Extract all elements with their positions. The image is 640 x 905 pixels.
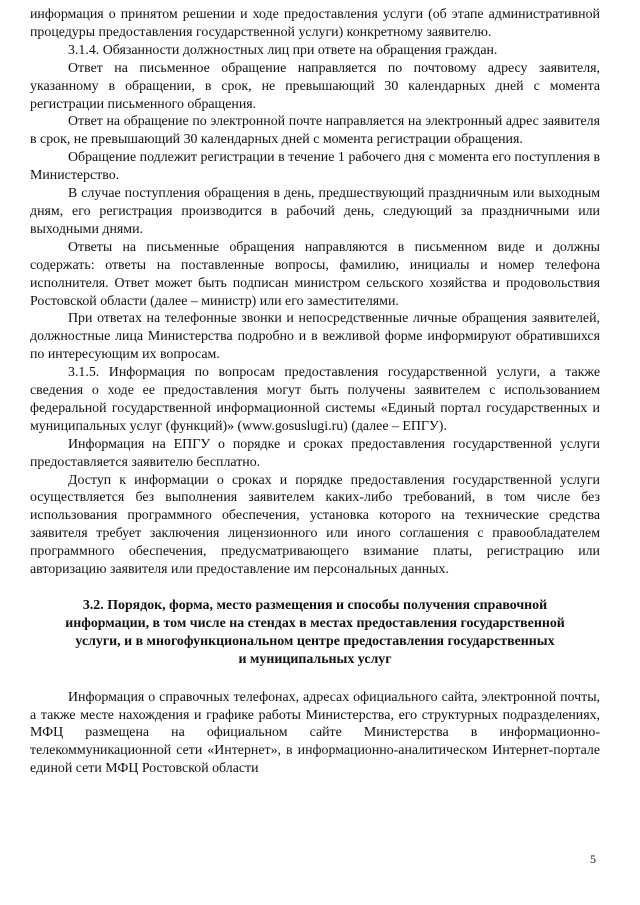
section-heading-line: информации, в том числе на стендах в местах предоставления государственной (65, 615, 565, 631)
section-heading-line: услуги, и в многофункциональном центре предоставления государственных (75, 633, 555, 649)
paragraph: Информация на ЕПГУ о порядке и сроках предоставления государственной услуги предоставляется заявителю бесплатно. (30, 436, 600, 470)
section-heading (30, 597, 600, 669)
paragraph: При ответах на телефонные звонки и непосредственные личные обращения заявителей, должностные лица Министерства подробно и в вежливой форме информируют обратившихся по интересующим их вопросам. (30, 311, 600, 363)
paragraph: Ответы на письменные обращения направляются в письменном виде и должны содержать: ответы на поставленные вопросы, фамилию, инициалы и номер телефона исполнителя. Ответ может быть подписан министром сельского хозяйства и продовольствия Ростовской области (далее – министр) или его заместителями. (30, 239, 600, 309)
paragraphs-bottom (30, 689, 600, 779)
page-number: 5 (590, 852, 596, 866)
paragraph: Ответ на обращение по электронной почте направляется на электронный адрес заявителя в срок, не превышающий 30 календарных дней с момента регистрации обращения. (30, 114, 600, 148)
section-heading-line: и муниципальных услуг (238, 651, 392, 667)
paragraph: Доступ к информации о сроках и порядке предоставления государственной услуги осуществляется без выполнения заявителем каких-либо требований, в том числе без использования программного обеспечения, установка которого на технические средства заявителя требует заключения лицензионного или иного соглашения с правообладателем программного обеспечения, предусматривающего взимание платы, регистрацию или авторизацию заявителя или предоставление им персональных данных. (30, 472, 600, 578)
paragraph: 3.1.4. Обязанности должностных лиц при ответе на обращения граждан. (68, 42, 498, 58)
paragraph: Информация о справочных телефонах, адресах официального сайта, электронной почты, а также месте нахождения и графике работы Министерства, его структурных подразделениях, МФЦ размещена на официальном сайте Министерства в информационно-телекоммуникационной сети «Интернет», в информационно-аналитическом Интернет-портале единой сети МФЦ Ростовской области (30, 689, 600, 777)
paragraph: Обращение подлежит регистрации в течение 1 рабочего дня с момента его поступления в Министерство. (30, 150, 600, 184)
paragraph: 3.1.5. Информация по вопросам предоставления государственной услуги, а также сведения о ходе ее предоставления могут быть получены заявителем с использованием федеральной государственной информационной системы «Единый портал государственных и муниципальных услуг (функций)» (www.gosuslugi.ru) (далее – ЕПГУ). (30, 365, 600, 434)
paragraph: Ответ на письменное обращение направляется по почтовому адресу заявителя, указанному в обращении, в срок, не превышающий 30 календарных дней с момента регистрации письменного обращения. (30, 60, 600, 112)
paragraph: В случае поступления обращения в день, предшествующий праздничным или выходным дням, его регистрация производится в рабочий день, следующий за праздничными или выходными днями. (30, 186, 600, 237)
section-heading-line: 3.2. Порядок, форма, место размещения и способы получения справочной (82, 598, 548, 613)
paragraphs-top (30, 6, 600, 579)
paragraph: информация о принятом решении и ходе предоставления услуги (об этапе административной процедуры предоставления государственной услуги) конкретному заявителю. (30, 7, 600, 40)
document-page (30, 6, 600, 778)
